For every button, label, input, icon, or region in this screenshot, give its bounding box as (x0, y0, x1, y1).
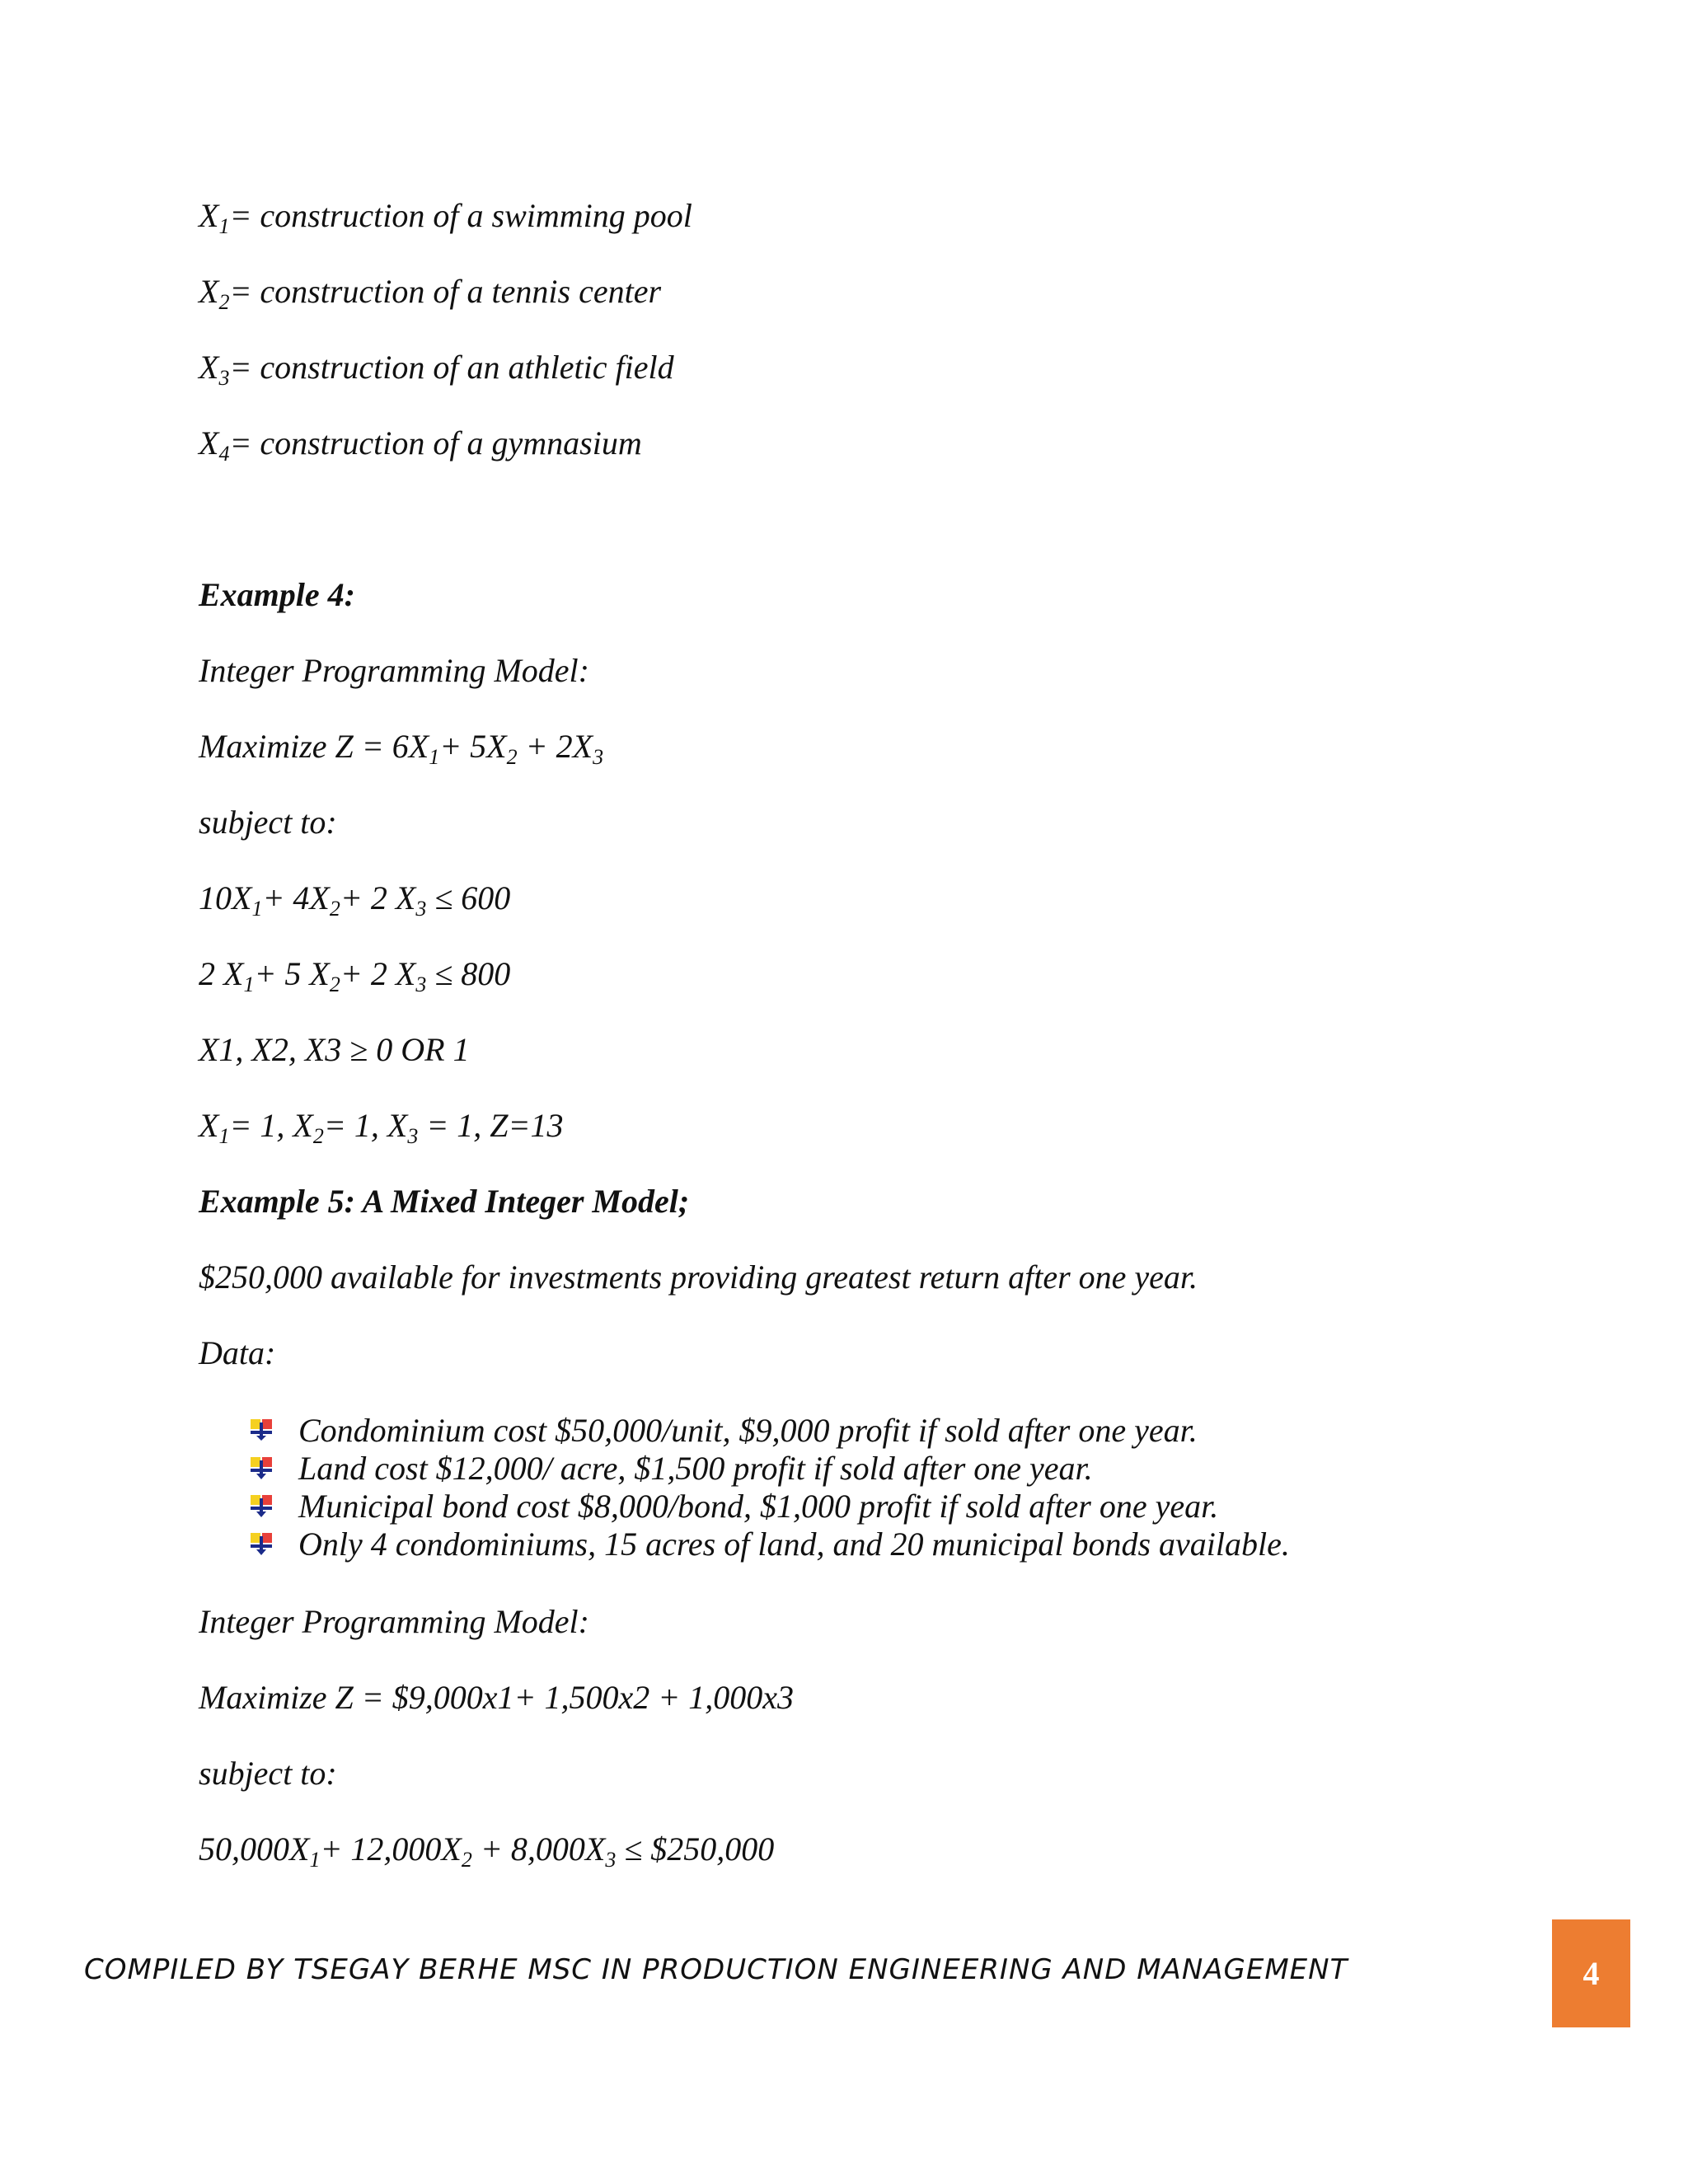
bullet-arrow-icon (247, 1530, 275, 1558)
example5-bullet-list (247, 1411, 1290, 1563)
list-item: Only 4 condominiums, 15 acres of land, and 20 municipal bonds available. (247, 1525, 1290, 1563)
definition-x4: $X_4=$ construction of a gymnasium (199, 424, 642, 466)
example5-objective: Maximize Z = $9,000x1+ 1,500x2 + 1,000x3 (199, 1679, 794, 1716)
list-item: Municipal bond cost $8,000/bond, $1,000 profit if sold after one year. (247, 1487, 1290, 1525)
example4-heading: Example 4: (199, 576, 355, 613)
list-item: Land cost $12,000/ acre, $1,500 profit if sold after one year. (247, 1449, 1290, 1487)
page-number-badge (1552, 1919, 1630, 2027)
example4-constraint-2: 2 $X_1+ 5$ $X_2+ 2$ $X_3 \le 800$ (199, 955, 511, 996)
example5-intro: $250,000 available for investments providing greatest return after one year. (199, 1258, 1198, 1296)
example4-constraint-1: $10X_1+ 4X_2+ 2$ $X_3 \le 600$ (199, 879, 511, 921)
definition-x3: $X_3=$ construction of an athletic field (199, 349, 674, 390)
example4-model-label: Integer Programming Model: (199, 652, 589, 689)
footer-credit: COMPILED BY TSEGAY BERHE MSC IN PRODUCTION ENGINEERING AND MANAGEMENT (84, 1953, 1348, 1986)
example4-binary-constraint: X1, X2, X3 ≥ 0 OR 1 (199, 1031, 470, 1068)
definition-x1: $X_1=$ construction of a swimming pool (199, 197, 692, 238)
bullet-arrow-icon (247, 1492, 275, 1520)
definition-x2: $X_2=$ construction of a tennis center (199, 273, 662, 314)
example5-model-label: Integer Programming Model: (199, 1603, 589, 1640)
example5-data-label: Data: (199, 1334, 276, 1371)
page-number: 4 (1582, 1955, 1600, 1992)
example5-heading: Example 5: A Mixed Integer Model; (199, 1183, 690, 1220)
bullet-arrow-icon (247, 1454, 275, 1482)
example5-constraint-1: $50,000X_1+ 12,000X_2 + 8,000X_3$ ≤ $250,000 (199, 1830, 775, 1872)
example5-subject-to: subject to: (199, 1755, 337, 1792)
example4-solution: $X_1= 1$, $X_2= 1$, $X_3 = 1$, Z=13 (199, 1107, 564, 1148)
bullet-arrow-icon (247, 1416, 275, 1444)
example4-subject-to: subject to: (199, 804, 337, 841)
list-item: Condominium cost $50,000/unit, $9,000 profit if sold after one year. (247, 1411, 1290, 1449)
example4-objective: Maximize $Z = 6X_1+ 5X_2 + 2X_3$ (199, 728, 604, 769)
